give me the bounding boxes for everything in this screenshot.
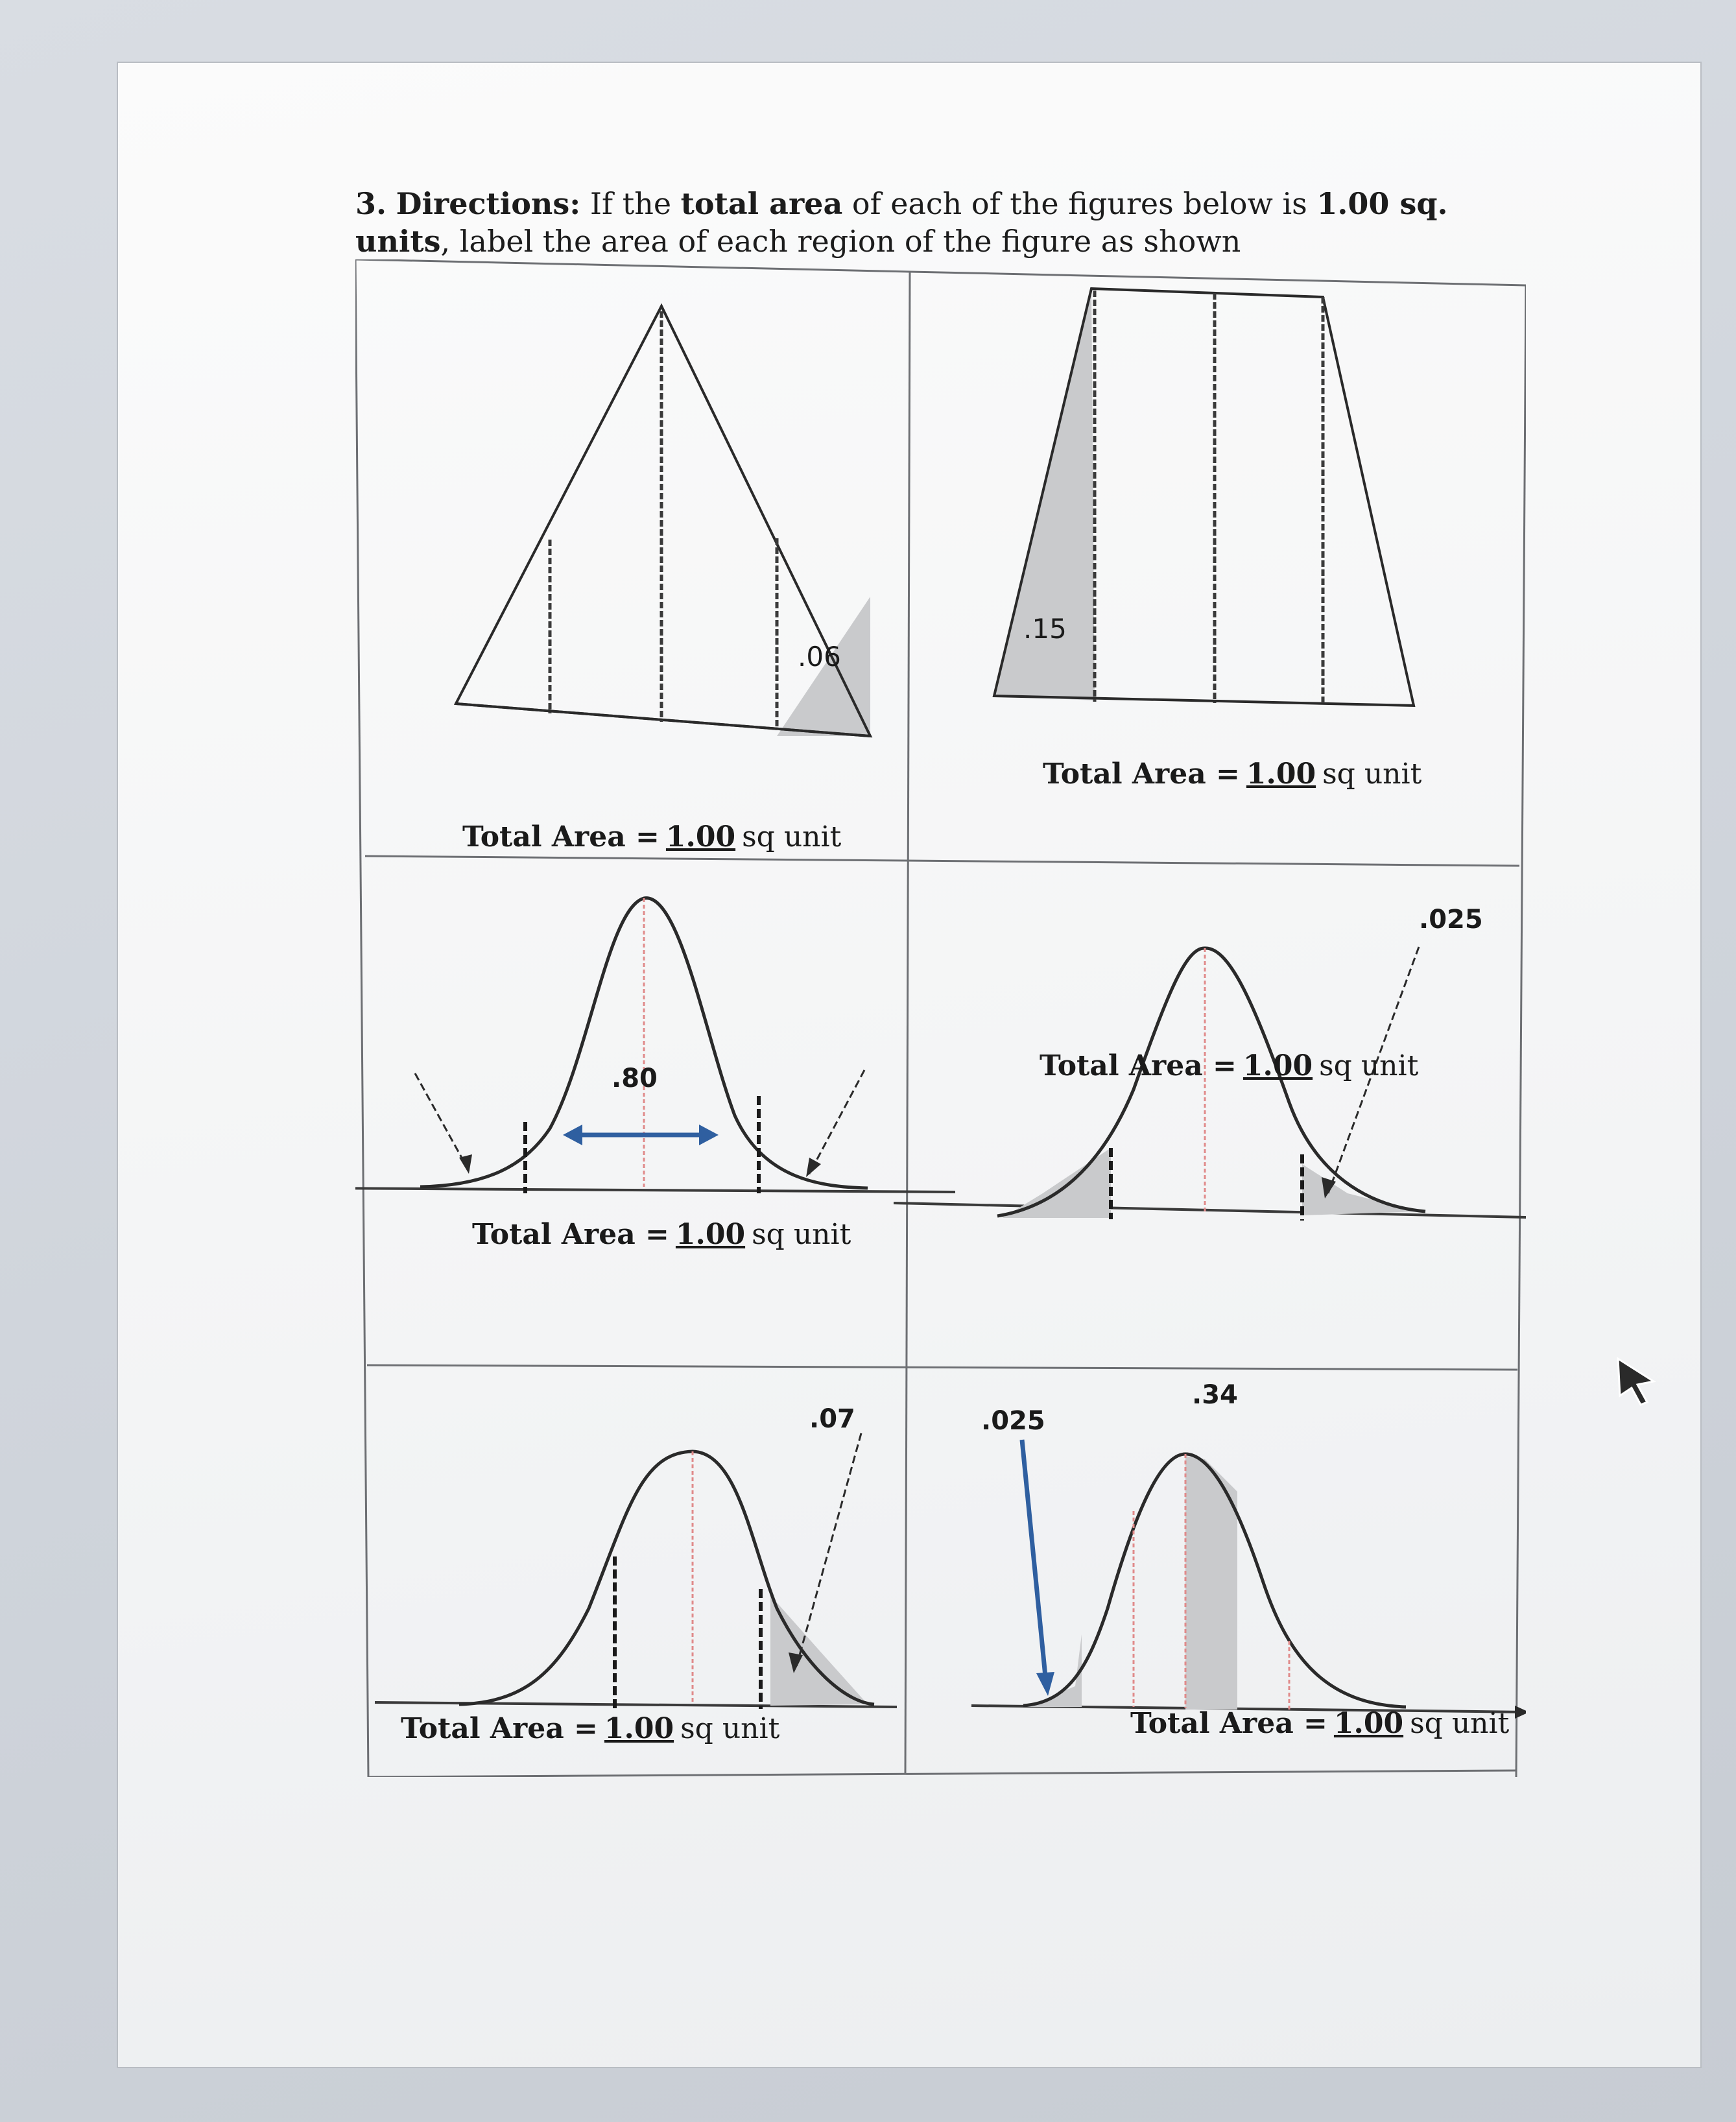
figures-svg <box>355 259 1526 1777</box>
trapezoid-total-area <box>1043 757 1421 791</box>
question-number: 3. <box>355 186 387 221</box>
directions-part3: , label the area of each region of the figure as shown <box>440 224 1241 259</box>
bell-center-arrow-left <box>563 1125 582 1145</box>
directions-text <box>355 185 1523 260</box>
bell-two-tails-region-label: .025 <box>1419 905 1483 935</box>
trapezoid-region-label: .15 <box>1023 613 1067 645</box>
directions-part2: of each of the figures below is <box>851 186 1307 221</box>
total-area-unit: sq unit <box>1410 1707 1510 1740</box>
bell-two-tails-total-area <box>1040 1049 1418 1082</box>
bell-right-tail-figure <box>375 1433 897 1709</box>
total-area-unit: sq unit <box>752 1218 851 1251</box>
bell-center-right-pointer-head <box>806 1158 821 1177</box>
bell-left-shaded-tail-label: .025 <box>981 1406 1045 1436</box>
grid-lines <box>355 259 1526 1777</box>
total-area-prefix: Total Area = <box>1040 1049 1237 1082</box>
bell-left-shaded-pointer-head <box>1036 1672 1054 1696</box>
grid-center-divider <box>905 272 910 1774</box>
triangle-total-area <box>462 820 841 853</box>
mouse-cursor-icon <box>1615 1355 1660 1407</box>
grid-row-divider-2 <box>367 1365 1517 1370</box>
grid-top-border <box>355 259 1526 285</box>
bell-center-left-pointer <box>415 1073 469 1171</box>
total-area-value: 1.00 <box>604 1712 674 1745</box>
total-area-value: 1.00 <box>1333 1707 1404 1740</box>
total-area-value: 1.00 <box>665 820 736 853</box>
total-area-unit: sq unit <box>1322 757 1422 791</box>
bell-right-tail-region-label: .07 <box>809 1404 855 1434</box>
total-area-unit: sq unit <box>680 1712 780 1745</box>
bell-left-shaded-figure <box>971 1440 1526 1719</box>
grid-bottom-border <box>368 1770 1516 1777</box>
total-area-prefix: Total Area = <box>401 1712 598 1745</box>
total-area-value: 1.00 <box>1246 757 1316 791</box>
bell-right-tail-total-area <box>401 1712 779 1745</box>
total-area-value: 1.00 <box>675 1218 746 1251</box>
bell-center-right-pointer <box>809 1070 864 1174</box>
bell-left-shaded-band-shade <box>1185 1456 1237 1710</box>
total-area-value: 1.00 <box>1243 1049 1313 1082</box>
bell-center-figure <box>355 898 955 1195</box>
bell-two-tails-axis <box>894 1203 1526 1218</box>
bell-right-tail-shade <box>770 1595 868 1706</box>
bell-two-tails-figure <box>894 947 1526 1224</box>
bell-left-shaded-total-area <box>1130 1707 1509 1740</box>
grid-left-border <box>355 259 368 1777</box>
triangle-region-label: .06 <box>798 641 841 673</box>
total-area-prefix: Total Area = <box>462 820 660 853</box>
bell-right-tail-pointer <box>796 1433 861 1667</box>
total-area-prefix: Total Area = <box>472 1218 669 1251</box>
total-area-unit: sq unit <box>742 820 842 853</box>
figures-grid <box>355 259 1526 1777</box>
bell-left-shaded-axis-arrow <box>1515 1706 1526 1719</box>
total-area-prefix: Total Area = <box>1043 757 1240 791</box>
directions-bold-units: 1.00 sq. units <box>355 186 1448 259</box>
directions-part1: If the <box>589 186 672 221</box>
bell-center-arrow-right <box>699 1125 719 1145</box>
total-area-prefix: Total Area = <box>1130 1707 1327 1740</box>
grid-right-border <box>1516 285 1526 1777</box>
bell-center-region-label: .80 <box>612 1064 658 1093</box>
directions-bold-total-area: total area <box>680 186 843 221</box>
bell-left-shaded-band-label: .34 <box>1192 1380 1238 1410</box>
grid-row-divider-1 <box>365 856 1519 866</box>
bell-center-total-area <box>472 1218 851 1251</box>
bell-center-left-pointer-head <box>459 1154 472 1174</box>
total-area-unit: sq unit <box>1319 1049 1419 1082</box>
directions-label: Directions: <box>396 186 581 221</box>
bell-left-shaded-pointer <box>1022 1440 1046 1683</box>
